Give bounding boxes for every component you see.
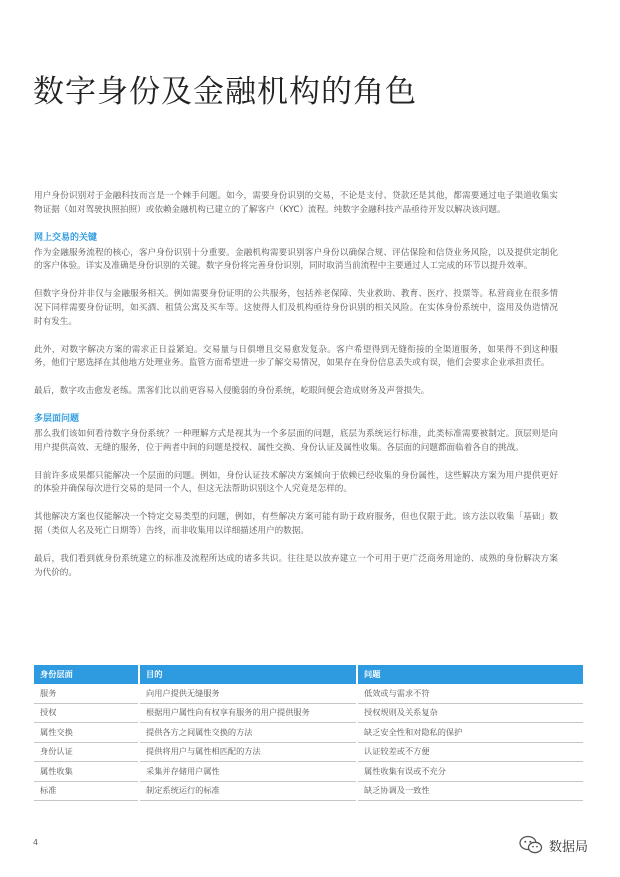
table-cell: 缺乏安全性和对隐私的保护 (357, 723, 583, 743)
paragraph: 最后，我们看到就身份系统建立的标准及流程所达成的诸多共识。往往是以放弃建立一个可用于更广泛商务用途的、成熟的身份解决方案为代价的。 (34, 553, 558, 578)
column-header-layer: 身份层面 (34, 665, 139, 684)
table-row (34, 781, 583, 801)
watermark (519, 835, 588, 855)
table-row (34, 723, 583, 743)
table-cell: 授权规则及关系复杂 (357, 703, 583, 723)
table-cell: 制定系统运行的标准 (139, 781, 357, 801)
table-cell: 低效或与需求不符 (357, 684, 583, 703)
body-content (34, 190, 558, 594)
paragraph: 目前许多成果都只能解决一个层面的问题。例如，身份认证技术解决方案倾向于依赖已经收集的身份属性，这些解决方案为用户提供更好的体验并确保每次进行交易的是同一个人，但这无法帮助识别这个人究竟是怎样的。 (34, 470, 558, 495)
section-heading-multilayer-problem: 多层面问题 (34, 413, 80, 424)
paragraph: 作为金融服务流程的核心，客户身份识别十分重要。金融机构需要识别客户身份以确保合规、评估保险和信贷业务风险，以及提供定制化的客户体验。详实及准确是身份识别的关键。数字身份将完善身份识别，同时取消当前流程中主要通过人工完成的环节以提升效率。 (34, 247, 558, 272)
table-cell: 根据用户属性向有权享有服务的用户提供服务 (139, 703, 357, 723)
table-row (34, 742, 583, 762)
table-cell: 提供各方之间属性交换的方法 (139, 723, 357, 743)
identity-layers-table-block (34, 665, 583, 801)
table-cell: 属性交换 (34, 723, 139, 743)
column-header-purpose: 目的 (139, 665, 357, 684)
table-cell: 采集并存储用户属性 (139, 762, 357, 782)
table-cell: 服务 (34, 684, 139, 703)
wechat-icon (519, 835, 543, 855)
table-cell: 授权 (34, 703, 139, 723)
column-header-problem: 问题 (357, 665, 583, 684)
identity-layers-table (34, 665, 583, 801)
table-cell: 属性收集 (34, 762, 139, 782)
paragraph: 最后，数字攻击愈发老练。黑客们比以前更容易入侵脆弱的身份系统，屹眼间便会造成财务及声誉损失。 (34, 386, 430, 397)
page-title: 数字身份及金融机构的角色 (33, 74, 417, 110)
page-number: 4 (33, 838, 39, 847)
paragraph: 那么我们该如何看待数字身份系统？一种理解方式是视其为一个多层面的问题，底层为系统运行标准，此类标准需要被制定。顶层则是向用户提供高效、无缝的服务，位于两者中间的问题是授权、属性交换、身份认证及属性收集。各层面的问题都面临着各自的挑战。 (34, 428, 558, 453)
table-cell: 向用户提供无缝服务 (139, 684, 357, 703)
intro-paragraph: 用户身份识别对于金融科技而言是一个棘手问题。如今，需要身份识别的交易，不论是支付、贷款还是其他，都需要通过电子渠道收集实物证据（如对驾驶执照拍照）或依赖金融机构已建立的了解客户（KYC）流程。纯数字金融科技产品亟待开发以解决该问题。 (34, 191, 558, 215)
table-cell: 属性收集有误或不充分 (357, 762, 583, 782)
table-cell: 标准 (34, 781, 139, 801)
table-row (34, 703, 583, 723)
section-heading-online-transactions: 网上交易的关键 (34, 232, 98, 243)
paragraph: 但数字身份并非仅与金融服务相关。例如需要身份证明的公共服务，包括养老保障、失业救助、教育、医疗、投票等。私营商业在很多情况下同样需要身份证明，如买酒、租赁公寓及买车等。这使得人们及机构亟待身份识别的相关风险。在实体身份系统中，盗用及伪造情况时有发生。 (34, 289, 558, 327)
table-cell: 身份认证 (34, 742, 139, 762)
table-row (34, 684, 583, 703)
table-header-row (34, 665, 583, 684)
table-row (34, 762, 583, 782)
paragraph: 此外，对数字解决方案的需求正日益紧迫。交易量与日俱增且交易愈发复杂。客户希望得到无缝衔接的全渠道服务，如果得不到这种服务，他们宁愿选择在其他地方处理业务。监管方面希望进一步了解交易情况，如果存在身份信息丢失或有误，他们会要求企业承担责任。 (34, 344, 558, 369)
paragraph: 其他解决方案也仅能解决一个特定交易类型的问题，例如，有些解决方案可能有助于政府服务，但也仅限于此。该方法以收集「基础」数据（类似人名及死亡日期等）告终，而非收集用以详细描述用户的数据。 (34, 512, 558, 536)
table-cell: 认证较差或不方便 (357, 742, 583, 762)
table-cell: 缺乏协调及一致性 (357, 781, 583, 801)
table-cell: 提供将用户与属性相匹配的方法 (139, 742, 357, 762)
watermark-text: 数据局 (549, 839, 589, 855)
